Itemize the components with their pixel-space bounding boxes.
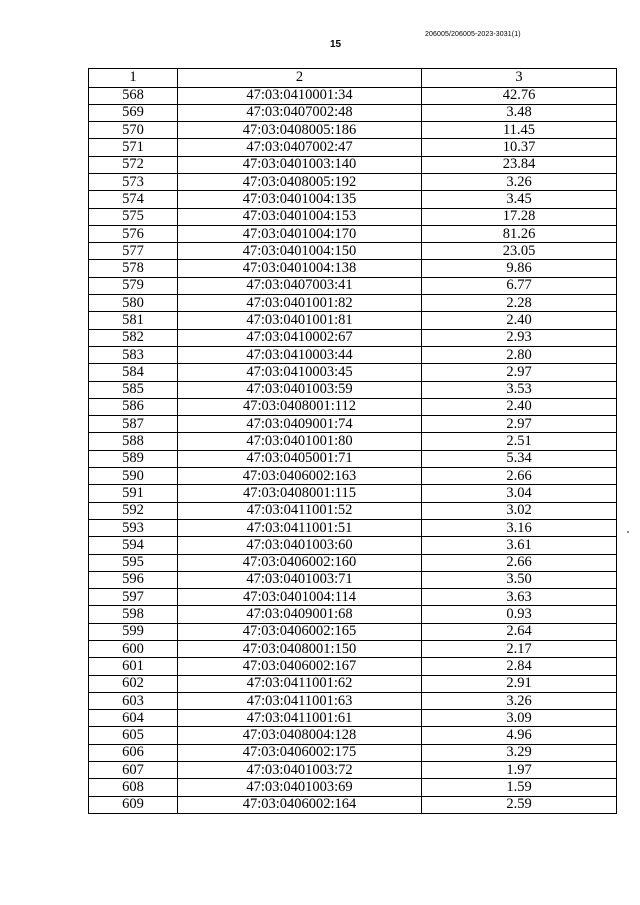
row-number-cell: 594 (89, 537, 178, 554)
table-header-row (89, 69, 617, 88)
table-row (89, 606, 617, 623)
area-value-cell: 1.97 (422, 762, 617, 779)
area-value-cell: 2.51 (422, 433, 617, 450)
cadastral-number-cell: 47:03:0410001:34 (178, 87, 422, 104)
row-number-cell: 575 (89, 208, 178, 225)
table-row (89, 277, 617, 294)
area-value-cell: 2.80 (422, 346, 617, 363)
area-value-cell: 10.37 (422, 139, 617, 156)
cadastral-number-cell: 47:03:0406002:175 (178, 744, 422, 761)
row-number-cell: 592 (89, 502, 178, 519)
cadastral-number-cell: 47:03:0409001:74 (178, 416, 422, 433)
row-number-cell: 595 (89, 554, 178, 571)
table-row (89, 658, 617, 675)
row-number-cell: 609 (89, 796, 178, 813)
cadastral-number-cell: 47:03:0410002:67 (178, 329, 422, 346)
row-number-cell: 589 (89, 450, 178, 467)
table-row (89, 589, 617, 606)
area-value-cell: 2.40 (422, 398, 617, 415)
row-number-cell: 569 (89, 104, 178, 121)
area-value-cell: 4.96 (422, 727, 617, 744)
row-number-cell: 573 (89, 173, 178, 190)
area-value-cell: 3.09 (422, 710, 617, 727)
cadastral-number-cell: 47:03:0408001:112 (178, 398, 422, 415)
cadastral-number-cell: 47:03:0411001:63 (178, 692, 422, 709)
cadastral-number-cell: 47:03:0401003:72 (178, 762, 422, 779)
cadastral-number-cell: 47:03:0401001:80 (178, 433, 422, 450)
row-number-cell: 607 (89, 762, 178, 779)
table-row (89, 260, 617, 277)
row-number-cell: 599 (89, 623, 178, 640)
cadastral-table (88, 68, 617, 814)
cadastral-number-cell: 47:03:0407002:48 (178, 104, 422, 121)
row-number-cell: 580 (89, 295, 178, 312)
area-value-cell: 3.53 (422, 381, 617, 398)
cadastral-number-cell: 47:03:0411001:51 (178, 519, 422, 536)
table-row (89, 312, 617, 329)
cadastral-number-cell: 47:03:0408001:115 (178, 485, 422, 502)
cadastral-number-cell: 47:03:0411001:62 (178, 675, 422, 692)
table-row (89, 571, 617, 588)
table-row (89, 485, 617, 502)
table-row (89, 692, 617, 709)
row-number-cell: 593 (89, 519, 178, 536)
table-row (89, 623, 617, 640)
row-number-cell: 585 (89, 381, 178, 398)
area-value-cell: 3.29 (422, 744, 617, 761)
cadastral-number-cell: 47:03:0408004:128 (178, 727, 422, 744)
area-value-cell: 81.26 (422, 225, 617, 242)
table-row (89, 727, 617, 744)
cadastral-number-cell: 47:03:0401004:153 (178, 208, 422, 225)
area-value-cell: 2.91 (422, 675, 617, 692)
table-row (89, 468, 617, 485)
table-row (89, 104, 617, 121)
row-number-cell: 574 (89, 191, 178, 208)
row-number-cell: 583 (89, 346, 178, 363)
row-number-cell: 576 (89, 225, 178, 242)
table-row (89, 87, 617, 104)
cadastral-number-cell: 47:03:0401003:71 (178, 571, 422, 588)
table-row (89, 139, 617, 156)
table-row (89, 710, 617, 727)
area-value-cell: 3.02 (422, 502, 617, 519)
area-value-cell: 3.26 (422, 173, 617, 190)
row-number-cell: 591 (89, 485, 178, 502)
area-value-cell: 3.61 (422, 537, 617, 554)
column-header: 1 (89, 69, 178, 88)
row-number-cell: 603 (89, 692, 178, 709)
table-row (89, 329, 617, 346)
area-value-cell: 2.40 (422, 312, 617, 329)
area-value-cell: 0.93 (422, 606, 617, 623)
table-row (89, 416, 617, 433)
area-value-cell: 2.64 (422, 623, 617, 640)
cadastral-number-cell: 47:03:0406002:167 (178, 658, 422, 675)
document-id: 206005/206005-2023-3031(1) (425, 31, 521, 38)
area-value-cell: 3.50 (422, 571, 617, 588)
table-row (89, 779, 617, 796)
area-value-cell: 2.28 (422, 295, 617, 312)
table-row (89, 537, 617, 554)
cadastral-number-cell: 47:03:0401003:59 (178, 381, 422, 398)
cadastral-number-cell: 47:03:0408001:150 (178, 641, 422, 658)
row-number-cell: 604 (89, 710, 178, 727)
column-header: 3 (422, 69, 617, 88)
cadastral-number-cell: 47:03:0401004:135 (178, 191, 422, 208)
table-row (89, 364, 617, 381)
area-value-cell: 3.16 (422, 519, 617, 536)
table-row (89, 433, 617, 450)
area-value-cell: 2.97 (422, 416, 617, 433)
area-value-cell: 2.66 (422, 468, 617, 485)
cadastral-number-cell: 47:03:0408005:192 (178, 173, 422, 190)
cadastral-number-cell: 47:03:0401004:138 (178, 260, 422, 277)
table-row (89, 381, 617, 398)
area-value-cell: 2.97 (422, 364, 617, 381)
cadastral-number-cell: 47:03:0401001:81 (178, 312, 422, 329)
area-value-cell: 9.86 (422, 260, 617, 277)
row-number-cell: 584 (89, 364, 178, 381)
table-row (89, 450, 617, 467)
table-row (89, 675, 617, 692)
area-value-cell: 3.48 (422, 104, 617, 121)
area-value-cell: 5.34 (422, 450, 617, 467)
area-value-cell: 23.84 (422, 156, 617, 173)
row-number-cell: 588 (89, 433, 178, 450)
table-row (89, 346, 617, 363)
row-number-cell: 579 (89, 277, 178, 294)
row-number-cell: 572 (89, 156, 178, 173)
area-value-cell: 6.77 (422, 277, 617, 294)
area-value-cell: 2.93 (422, 329, 617, 346)
table-row (89, 796, 617, 813)
cadastral-number-cell: 47:03:0401004:150 (178, 243, 422, 260)
cadastral-number-cell: 47:03:0410003:45 (178, 364, 422, 381)
area-value-cell: 2.59 (422, 796, 617, 813)
column-header: 2 (178, 69, 422, 88)
row-number-cell: 602 (89, 675, 178, 692)
cadastral-number-cell: 47:03:0409001:68 (178, 606, 422, 623)
area-value-cell: 23.05 (422, 243, 617, 260)
area-value-cell: 2.17 (422, 641, 617, 658)
cadastral-number-cell: 47:03:0406002:160 (178, 554, 422, 571)
row-number-cell: 586 (89, 398, 178, 415)
cadastral-number-cell: 47:03:0407003:41 (178, 277, 422, 294)
cadastral-number-cell: 47:03:0401003:140 (178, 156, 422, 173)
table-row (89, 122, 617, 139)
cadastral-number-cell: 47:03:0405001:71 (178, 450, 422, 467)
area-value-cell: 11.45 (422, 122, 617, 139)
table-row (89, 519, 617, 536)
table-row (89, 641, 617, 658)
row-number-cell: 587 (89, 416, 178, 433)
area-value-cell: 17.28 (422, 208, 617, 225)
cadastral-number-cell: 47:03:0401004:114 (178, 589, 422, 606)
area-value-cell: 3.45 (422, 191, 617, 208)
row-number-cell: 571 (89, 139, 178, 156)
table-row (89, 398, 617, 415)
table-row (89, 208, 617, 225)
table-row (89, 744, 617, 761)
row-number-cell: 600 (89, 641, 178, 658)
area-value-cell: 2.84 (422, 658, 617, 675)
row-number-cell: 581 (89, 312, 178, 329)
row-number-cell: 577 (89, 243, 178, 260)
row-number-cell: 606 (89, 744, 178, 761)
cadastral-number-cell: 47:03:0411001:61 (178, 710, 422, 727)
cadastral-number-cell: 47:03:0406002:163 (178, 468, 422, 485)
cadastral-number-cell: 47:03:0401004:170 (178, 225, 422, 242)
cadastral-number-cell: 47:03:0408005:186 (178, 122, 422, 139)
table-row (89, 191, 617, 208)
table-row (89, 502, 617, 519)
area-value-cell: 2.66 (422, 554, 617, 571)
table-row (89, 225, 617, 242)
row-number-cell: 582 (89, 329, 178, 346)
table-row (89, 243, 617, 260)
cadastral-number-cell: 47:03:0406002:165 (178, 623, 422, 640)
table-row (89, 156, 617, 173)
row-number-cell: 601 (89, 658, 178, 675)
row-number-cell: 578 (89, 260, 178, 277)
cadastral-number-cell: 47:03:0410003:44 (178, 346, 422, 363)
row-number-cell: 608 (89, 779, 178, 796)
scan-speck (627, 531, 629, 533)
row-number-cell: 597 (89, 589, 178, 606)
area-value-cell: 42.76 (422, 87, 617, 104)
cadastral-number-cell: 47:03:0401003:60 (178, 537, 422, 554)
row-number-cell: 605 (89, 727, 178, 744)
table-row (89, 762, 617, 779)
area-value-cell: 3.63 (422, 589, 617, 606)
row-number-cell: 570 (89, 122, 178, 139)
page-number: 15 (330, 39, 342, 50)
cadastral-number-cell: 47:03:0401003:69 (178, 779, 422, 796)
area-value-cell: 1.59 (422, 779, 617, 796)
row-number-cell: 568 (89, 87, 178, 104)
cadastral-number-cell: 47:03:0411001:52 (178, 502, 422, 519)
cadastral-number-cell: 47:03:0406002:164 (178, 796, 422, 813)
row-number-cell: 598 (89, 606, 178, 623)
cadastral-number-cell: 47:03:0407002:47 (178, 139, 422, 156)
table-row (89, 295, 617, 312)
area-value-cell: 3.04 (422, 485, 617, 502)
row-number-cell: 590 (89, 468, 178, 485)
cadastral-number-cell: 47:03:0401001:82 (178, 295, 422, 312)
area-value-cell: 3.26 (422, 692, 617, 709)
table-row (89, 554, 617, 571)
table-row (89, 173, 617, 190)
row-number-cell: 596 (89, 571, 178, 588)
